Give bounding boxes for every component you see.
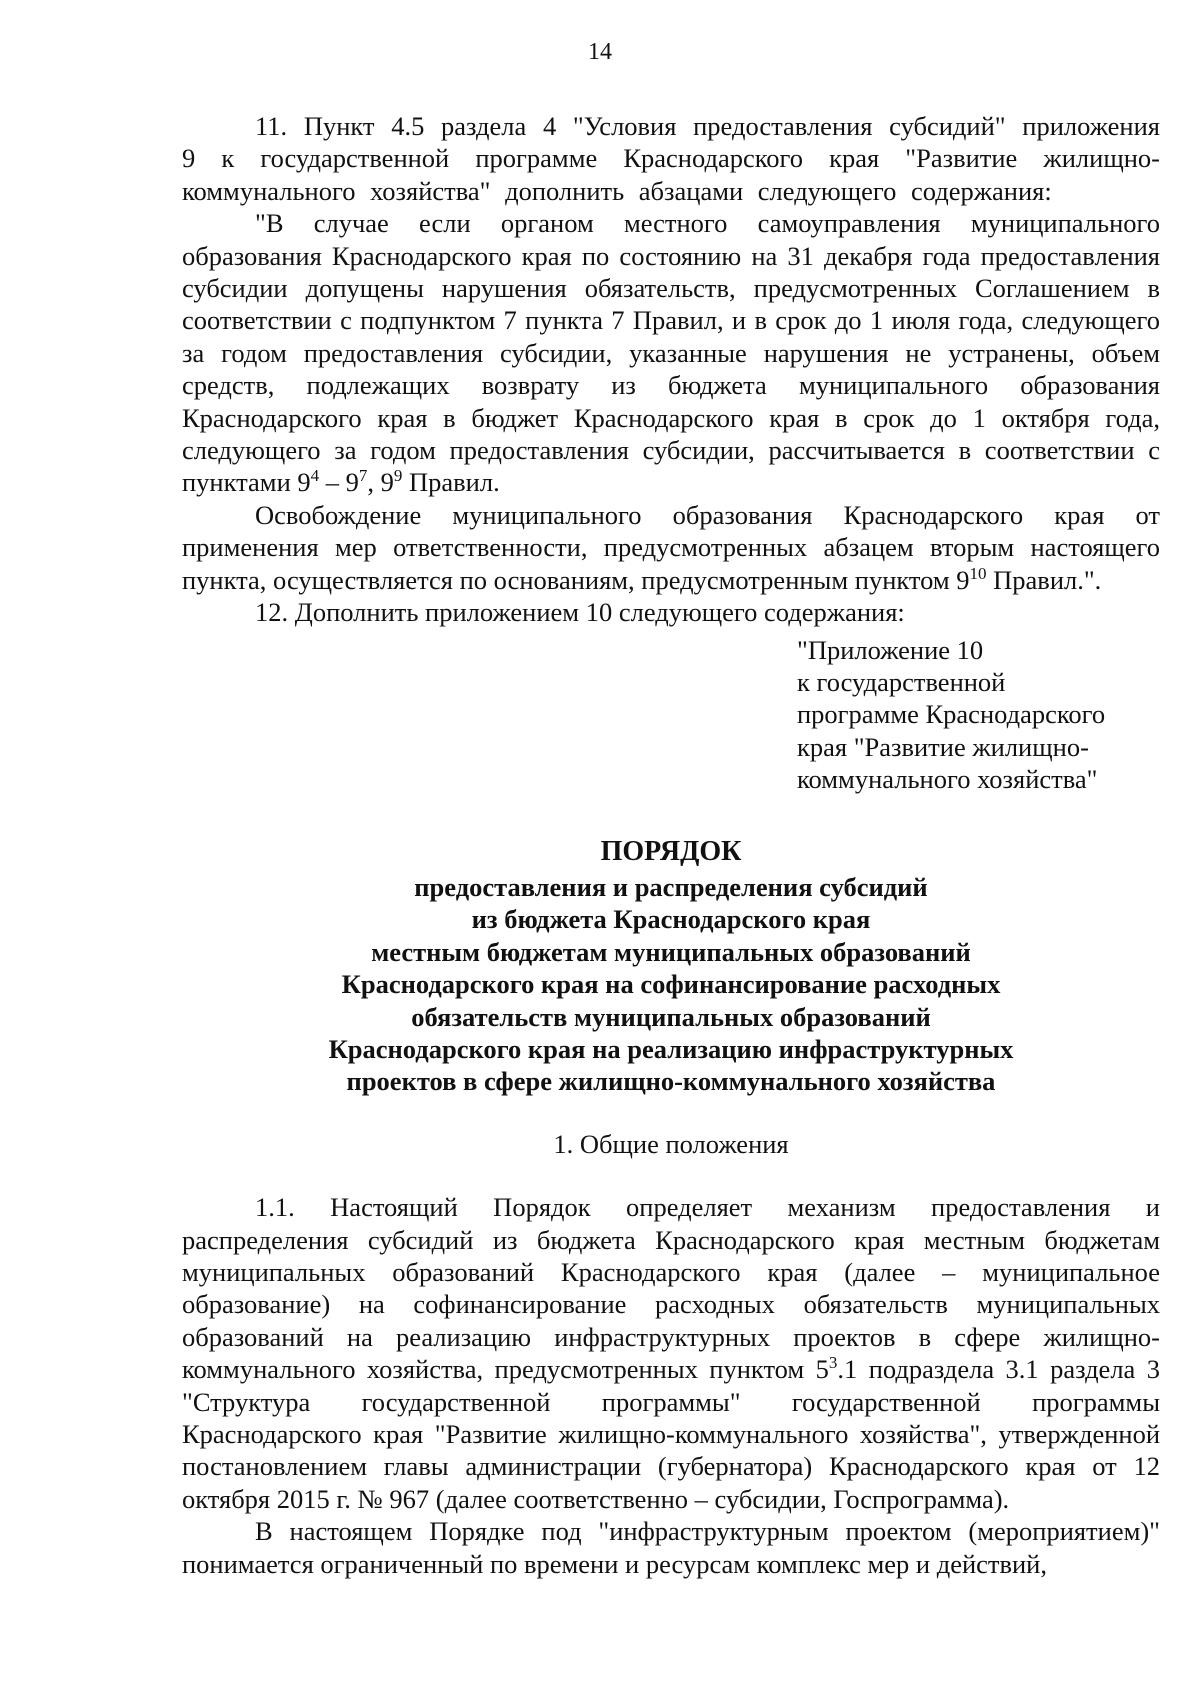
annex-line: коммунального хозяйства" [797,764,1098,795]
annex-line: края "Развитие жилищно- [797,731,1089,762]
annex-line: к государственной [797,666,1006,697]
title-line: проектов в сфере жилищно-коммунального хозяйства [346,1066,996,1097]
title-line: местным бюджетам муниципальных образований [371,936,971,967]
paragraph-item-11: 11. Пункт 4.5 раздела 4 "Условия предоставления субсидий" приложения 9 к государственной программе Краснодарского края "Развитие жилищно-коммунального хозяйства" дополнить абзацами следующего содержания: [182,111,1160,206]
title-line: Краснодарского края на софинансирование расходных [341,969,1001,1000]
title-line: из бюджета Краснодарского края [471,904,871,935]
title-line: предоставления и распределения субсидий [414,871,928,902]
paragraph-quote-start: "В случае если органом местного самоуправления муниципального образования Краснодарского края по состоянию на 31 декабря года предоставления субсидии допущены нарушения обязательств, предусмотренных Соглашением в соответствии с подпунктом 7 пункта 7 Правил, и в срок до 1 июля года, следующего за годом предоставления субсидии, указанные нарушения не устранены, объем средств, подлежащих возврату из бюджета муниципального образования Краснодарского края в бюджет Краснодарского края в срок до 1 октября года, следующего за годом предоставления субсидии, рассчитывается в соответствии с пунктами $9^4 - 9^7$, $9^9$ Правил. [182,208,1160,498]
paragraph-1-1: 1.1. Настоящий Порядок определяет механизм предоставления и распределения субсидий из бюджета Краснодарского края местным бюджетам муниципальных образований Краснодарского края (далее – муниципальное образование) на софинансирование расходных обязательств муниципальных образований на реализацию инфраструктурных проектов в сфере жилищно-коммунального хозяйства, предусмотренных пунктом $5^3.1$ подраздела 3.1 раздела 3 "Структура государственной программы" государственной программы Краснодарского края "Развитие жилищно-коммунального хозяйства", утвержденной постановлением главы администрации (губернатора) Краснодарского края от 12 октября 2015 г. № 967 (далее соответственно – субсидии, Госпрограмма). [182,1192,1160,1514]
section-heading: 1. Общие положения [553,1128,789,1159]
document-title [182,836,1160,1098]
title-main: ПОРЯДОК [600,835,742,867]
title-line: Краснодарского края на реализацию инфраструктурных [328,1033,1014,1064]
paragraph-definition: В настоящем Порядке под "инфраструктурным проектом (мероприятием)" понимается ограниченный по времени и ресурсам комплекс мер и действий, [182,1516,1160,1579]
annex-header [797,634,1160,796]
document-body [182,110,1160,1580]
annex-line: "Приложение 10 [797,634,984,665]
annex-line: программе Краснодарского [797,699,1106,730]
page-number: 14 [588,39,612,65]
paragraph-item-12: 12. Дополнить приложением 10 следующего содержания: [255,597,905,628]
paragraph-exemption: Освобождение муниципального образования Краснодарского края от применения мер ответственности, предусмотренных абзацем вторым настоящего пункта, осуществляется по основаниям, предусмотренным пунктом $9^{10}$ Правил.". [182,499,1160,595]
title-line: обязательств муниципальных образований [411,1001,931,1032]
